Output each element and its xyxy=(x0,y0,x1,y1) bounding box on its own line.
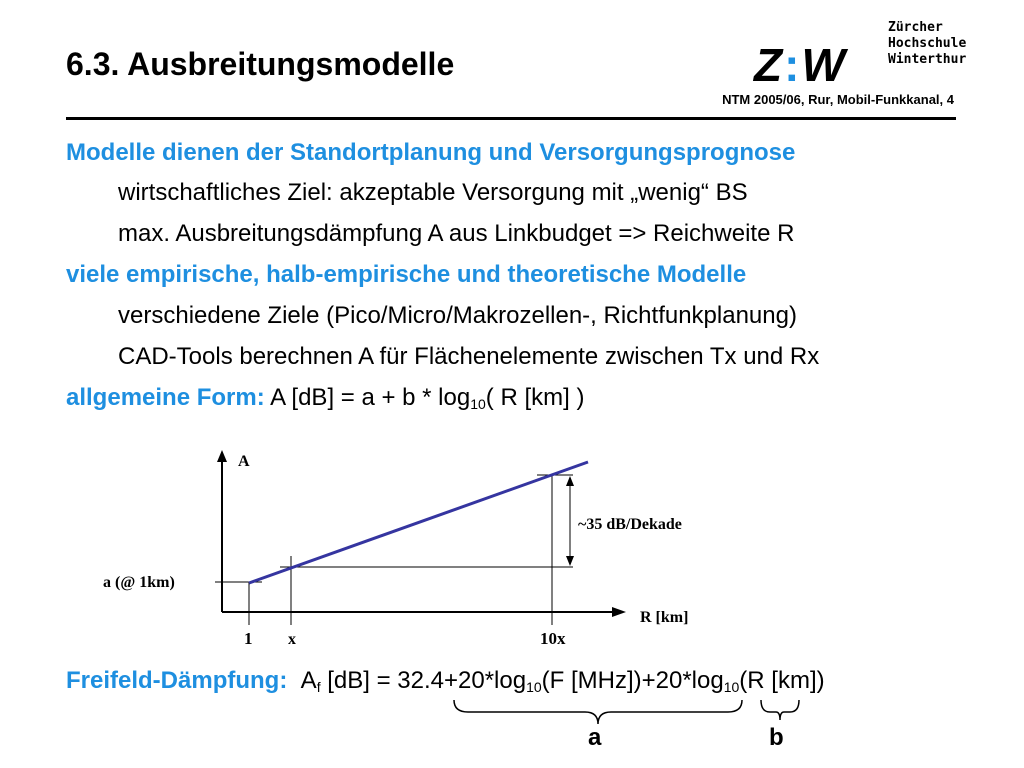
freifeld-sub-2: 10 xyxy=(723,679,740,695)
bullet-heading-2: viele empirische, halb-empirische und theoretische Modelle xyxy=(66,261,747,288)
freifeld-part-3: (R [km]) xyxy=(739,667,825,694)
freifeld-sub-1: 10 xyxy=(526,679,542,695)
general-formula-post: ( R [km] ) xyxy=(485,384,585,411)
brace-a xyxy=(454,700,742,724)
brace-label-b: b xyxy=(769,724,784,751)
institution-line-3: Winterthur xyxy=(888,52,967,67)
institution-line-2: Hochschule xyxy=(888,36,967,51)
freifeld-a-sub: f xyxy=(316,679,321,695)
bullet-text-3: verschiedene Ziele (Pico/Micro/Makrozellen-, Richtfunkplanung) xyxy=(118,302,797,329)
intercept-label: a (@ 1km) xyxy=(103,574,175,591)
x-axis-label: R [km] xyxy=(640,609,689,626)
freifeld-label: Freifeld-Dämpfung: xyxy=(66,667,288,694)
bullet-text-1: wirtschaftliches Ziel: akzeptable Versorgung mit „wenig“ BS xyxy=(118,179,748,206)
y-axis-label: A xyxy=(238,453,250,470)
x-axis-arrow xyxy=(612,607,626,617)
slope-label: ~35 dB/Dekade xyxy=(578,516,682,533)
bullet-text-4: CAD-Tools berechnen A für Flächenelemente zwischen Tx und Rx xyxy=(118,343,820,370)
bullet-text-2: max. Ausbreitungsdämpfung A aus Linkbudget => Reichweite R xyxy=(118,220,795,247)
freifeld-formula xyxy=(66,666,825,696)
tick-label-1: 1 xyxy=(244,629,253,648)
tick-label-x: x xyxy=(288,631,296,648)
slope-arrow-head-bottom xyxy=(566,556,574,566)
freifeld-spacer xyxy=(287,667,300,694)
logo-w: W xyxy=(801,39,847,91)
brace-b xyxy=(761,700,799,720)
general-formula-sub: 10 xyxy=(470,396,486,412)
logo-z: Z xyxy=(754,39,785,91)
freifeld-part-1: [dB] = 32.4+20*log xyxy=(320,667,527,694)
slide-reference: NTM 2005/06, Rur, Mobil-Funkkanal, 4 xyxy=(722,92,954,107)
general-formula-label: allgemeine Form: xyxy=(66,384,265,411)
model-line xyxy=(249,462,588,583)
institution-line-1: Zürcher xyxy=(888,20,943,35)
slope-arrow-head-top xyxy=(566,476,574,486)
general-formula-pre: A [dB] = a + b * log xyxy=(264,384,471,411)
logo-colon: : xyxy=(784,39,802,91)
bullet-heading-1: Modelle dienen der Standortplanung und Versorgungsprognose xyxy=(66,139,796,166)
tick-label-10x: 10x xyxy=(540,629,566,648)
freifeld-a: A xyxy=(300,667,317,694)
freifeld-part-2: (F [MHz])+20*log xyxy=(541,667,724,694)
brace-label-a: a xyxy=(588,724,602,751)
y-axis-arrow xyxy=(217,450,227,462)
page-title: 6.3. Ausbreitungsmodelle xyxy=(66,46,455,82)
